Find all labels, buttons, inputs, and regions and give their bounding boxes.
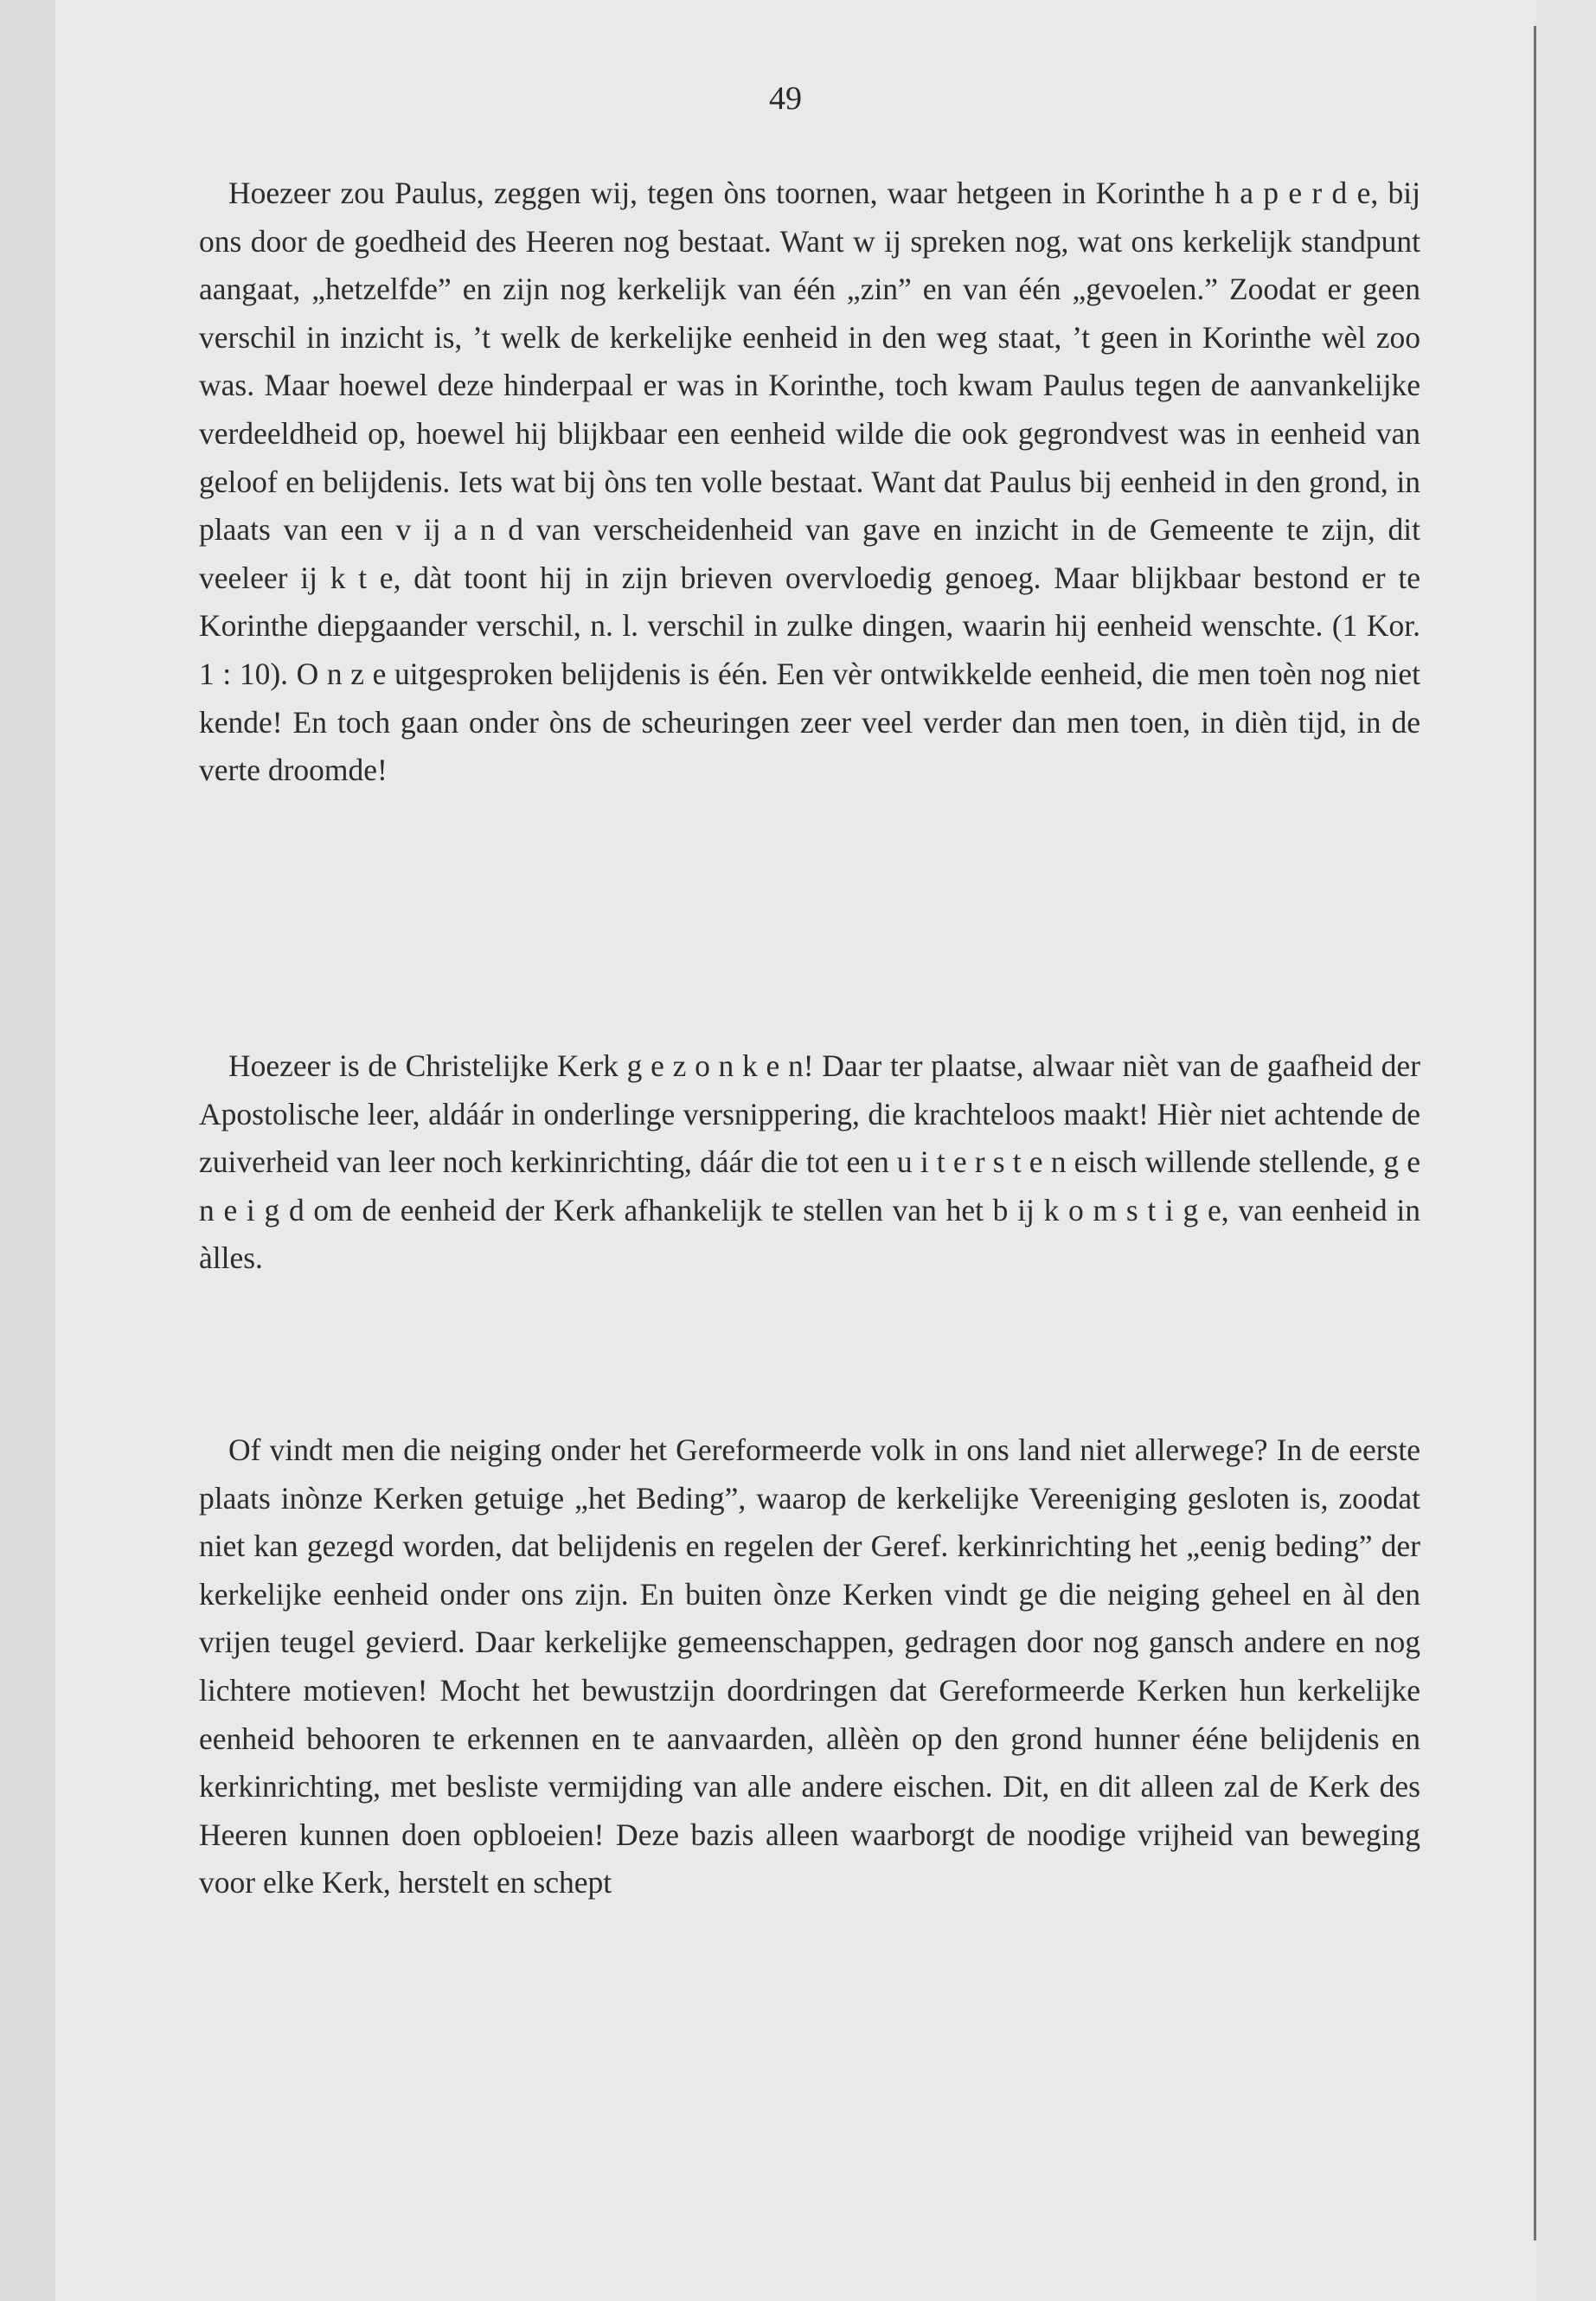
text-block-3 bbox=[199, 1426, 1420, 1907]
paragraph-2: Hoezeer is de Christelijke Kerk g e z o n k e n! Daar ter plaatse, alwaar nièt van de gaafheid der Apostolische leer, aldáár in onderlinge versnippering, die krachteloos maakt! Hièr niet achtende de zuiverheid van leer noch kerkinrichting, dáár die tot een u i t e r s t e n eisch willende stellende, g e n e i g d om de eenheid der Kerk afhankelijk te stellen van het b ij k o m s t i g e, van eenheid in àlles. bbox=[199, 1048, 1420, 1276]
text-block-1 bbox=[199, 170, 1420, 795]
page-number: 49 bbox=[769, 80, 802, 117]
paragraph-3: Of vindt men die neiging onder het Gereformeerde volk in ons land niet allerwege? In de eerste plaats inònze Kerken getuige „het Beding”, waarop de kerkelijke Vereeniging gesloten is, zoodat niet kan gezegd worden, dat belijdenis en regelen der Geref. kerkinrichting het „eenig beding” der kerkelijke eenheid onder ons zijn. En buiten ònze Kerken vindt ge die neiging geheel en àl den vrijen teugel gevierd. Daar kerkelijke gemeenschappen, gedragen door nog gansch andere en nog lichtere motieven! Mocht het bewustzijn doordringen dat Gereformeerde Kerken hun kerkelijke eenheid behooren te erkennen en te aanvaarden, allèèn op den grond hunner ééne belijdenis en kerkinrichting, met besliste vermijding van alle andere eischen. Dit, en dit alleen zal de Kerk des Heeren kunnen doen opbloeien! Deze bazis alleen waarborgt de noodige vrijheid van beweging voor elke Kerk, herstelt en schept bbox=[199, 1433, 1420, 1900]
scan-page-edge bbox=[1534, 26, 1536, 2240]
paragraph-1: Hoezeer zou Paulus, zeggen wij, tegen òns toornen, waar hetgeen in Korinthe h a p e r d e, bij ons door de goedheid des Heeren nog bestaat. Want w ij spreken nog, wat ons kerkelijk standpunt aangaat, „hetzelfde” en zijn nog kerkelijk van één „zin” en van één „gevoelen.” Zoodat er geen verschil in inzicht is, ’t welk de kerkelijke eenheid in den weg staat, ’t geen in Korinthe wèl zoo was. Maar hoewel deze hinderpaal er was in Korinthe, toch kwam Paulus tegen de aanvankelijke verdeeldheid op, hoewel hij blijkbaar een eenheid wilde die ook gegrondvest was in eenheid van geloof en belijdenis. Iets wat bij òns ten volle bestaat. Want dat Paulus bij eenheid in den grond, in plaats van een v ij a n d van verscheidenheid van gave en inzicht in de Gemeente te zijn, dit veeleer ij k t e, dàt toont hij in zijn brieven overvloedig genoeg. Maar blijkbaar bestond er te Korinthe diepgaander verschil, n. l. verschil in zulke dingen, waarin hij eenheid wenschte. (1 Kor. 1 : 10). O n z e uitgesproken belijdenis is één. Een vèr ontwikkelde eenheid, die men toèn nog niet kende! En toch gaan onder òns de scheuringen zeer veel verder dan men toen, in dièn tijd, in de verte droomde! bbox=[199, 176, 1420, 788]
scan-border-left bbox=[0, 0, 55, 2301]
scan-border-right bbox=[1535, 0, 1596, 2301]
text-block-2 bbox=[199, 1042, 1420, 1283]
book-page bbox=[55, 0, 1535, 2301]
